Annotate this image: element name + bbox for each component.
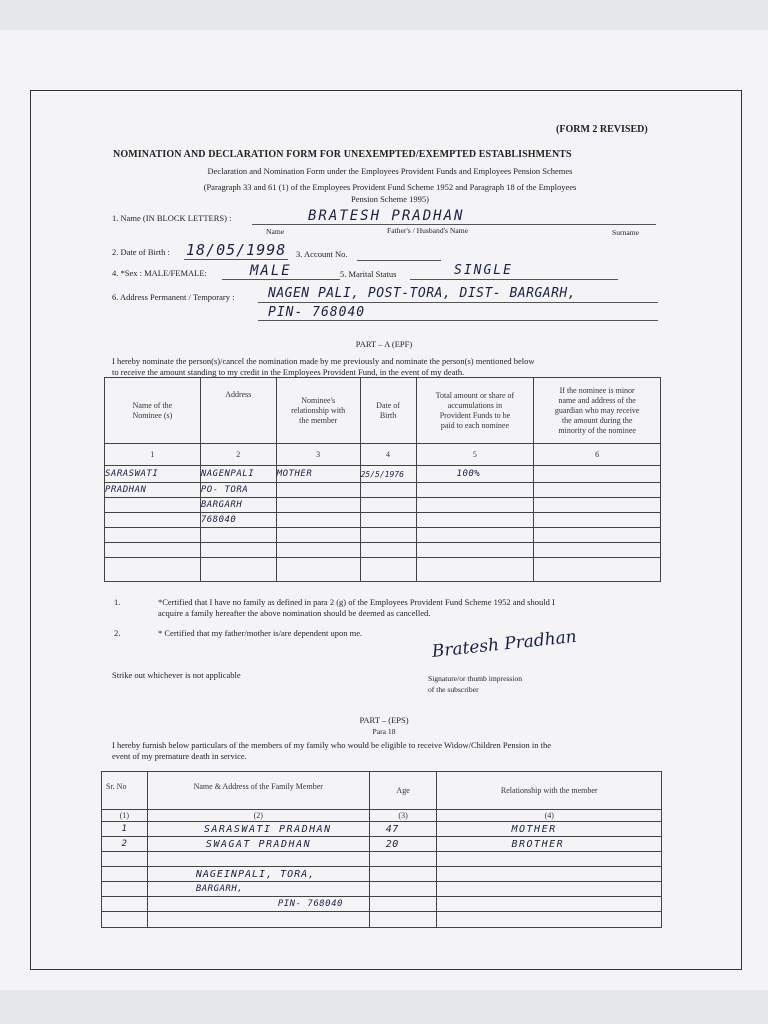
table-row — [105, 498, 661, 513]
family-header-age: Age — [369, 772, 437, 810]
nominee-cell — [534, 498, 661, 513]
nominee-cell — [276, 528, 360, 543]
family-cell: 47 — [369, 822, 437, 837]
sex-label: 4. *Sex : MALE/FEMALE: — [112, 268, 207, 278]
strike-note: Strike out whichever is not applicable — [112, 670, 241, 680]
form-subtitle-3: Pension Scheme 1995) — [351, 194, 429, 204]
nominee-cell — [534, 466, 661, 483]
nominee-cell — [105, 558, 201, 582]
family-cell — [102, 912, 148, 928]
cert-2-text: * Certified that my father/mother is/are dependent upon me. — [158, 628, 363, 638]
family-cell — [369, 882, 437, 897]
form-title: NOMINATION AND DECLARATION FORM FOR UNEXEMPTED/EXEMPTED ESTABLISHMENTS — [113, 149, 572, 160]
family-cell — [369, 912, 437, 928]
name-label: 1. Name (IN BLOCK LETTERS) : — [112, 213, 232, 223]
family-cell — [369, 897, 437, 912]
family-col-number: (2) — [147, 810, 369, 822]
nominee-cell: 768040 — [200, 513, 276, 528]
nominee-cell: PRADHAN — [105, 483, 201, 498]
nominee-header-share: Total amount or share of accumulations in Provident Funds to be paid to each nominee — [416, 378, 534, 444]
dob-value: 18/05/1998 — [186, 241, 287, 259]
nominee-col-number: 6 — [534, 444, 661, 466]
nominee-cell — [276, 513, 360, 528]
address-label: 6. Address Permanent / Temporary : — [112, 292, 235, 302]
surname-sub-label: Surname — [612, 228, 639, 237]
part-a-intro-1: I hereby nominate the person(s)/cancel the nomination made by me previously and nominate the person(s) mentioned below — [112, 356, 535, 366]
nominee-cell — [360, 498, 416, 513]
table-row — [105, 543, 661, 558]
family-col-number: (4) — [437, 810, 662, 822]
part-b-para: Para 18 — [372, 727, 396, 736]
nominee-cell — [105, 498, 201, 513]
nominee-cell: MOTHER — [276, 466, 360, 483]
nominee-header-address: Address — [200, 378, 276, 444]
family-cell — [437, 912, 662, 928]
table-row — [102, 882, 662, 897]
cert-2-number: 2. — [114, 628, 121, 638]
nominee-cell — [105, 513, 201, 528]
nominee-col-number: 5 — [416, 444, 534, 466]
family-col-number: (1) — [102, 810, 148, 822]
document-page — [0, 30, 768, 990]
nominee-cell: PO- TORA — [200, 483, 276, 498]
nominee-header-relationship: Nominee's relationship with the member — [276, 378, 360, 444]
nominee-cell — [276, 498, 360, 513]
nominee-cell — [360, 513, 416, 528]
nominee-cell: 100% — [416, 466, 534, 483]
family-cell: 20 — [369, 837, 437, 852]
nominee-header-dob: Date of Birth — [360, 378, 416, 444]
nominee-cell: BARGARH — [200, 498, 276, 513]
part-a-title: PART – A (EPF) — [355, 339, 413, 349]
family-cell — [437, 867, 662, 882]
nominee-cell — [360, 483, 416, 498]
nominee-col-number: 3 — [276, 444, 360, 466]
table-row — [105, 513, 661, 528]
nominee-cell: SARASWATI — [105, 466, 201, 483]
family-cell: 2 — [102, 837, 148, 852]
family-header-name: Name & Address of the Family Member — [147, 772, 369, 810]
nominee-cell — [360, 543, 416, 558]
nominee-cell — [534, 528, 661, 543]
nominee-cell — [105, 528, 201, 543]
part-b-title: PART – (EPS) — [359, 715, 409, 725]
signature-label-2: of the subscriber — [428, 685, 479, 694]
nominee-cell — [416, 543, 534, 558]
address-value-1: NAGEN PALI, POST-TORA, DIST- BARGARH, — [268, 286, 577, 301]
nominee-cell — [416, 528, 534, 543]
family-cell: 1 — [102, 822, 148, 837]
form-code: (FORM 2 REVISED) — [556, 124, 648, 135]
address-value-2: PIN- 768040 — [268, 305, 366, 320]
family-cell: SWAGAT PRADHAN — [147, 837, 369, 852]
nominee-cell — [105, 543, 201, 558]
cert-1-line-1: *Certified that I have no family as defined in para 2 (g) of the Employees Provident Fund Scheme 1952 and should I — [158, 597, 555, 607]
nominee-col-number: 4 — [360, 444, 416, 466]
nominee-cell — [534, 558, 661, 582]
name-sub-label: Name — [266, 227, 285, 236]
nominee-cell — [416, 513, 534, 528]
nominee-cell — [360, 558, 416, 582]
nominee-header-guardian: If the nominee is minor name and address of the guardian who may receive the amount during the minority of the nominee — [534, 378, 661, 444]
nominee-table — [104, 377, 661, 582]
subscriber-signature: Bratesh Pradhan — [430, 626, 578, 662]
nominee-header-name: Name of the Nominee (s) — [105, 378, 201, 444]
family-header-relationship: Relationship with the member — [437, 772, 662, 810]
part-a-intro-2: to receive the amount standing to my credit in the Employees Provident Fund, in the event of my death. — [112, 367, 465, 377]
account-field — [357, 260, 441, 261]
cert-1-line-2: acquire a family hereafter the above nomination should be deemed as cancelled. — [158, 608, 431, 618]
family-cell — [437, 897, 662, 912]
nominee-cell — [360, 528, 416, 543]
family-cell — [147, 852, 369, 867]
nominee-col-number: 1 — [105, 444, 201, 466]
nominee-cell — [534, 483, 661, 498]
nominee-cell — [416, 483, 534, 498]
name-value: BRATESH PRADHAN — [308, 208, 465, 224]
table-row — [102, 897, 662, 912]
nominee-cell — [416, 498, 534, 513]
father-sub-label: Father's / Husband's Name — [387, 226, 468, 235]
table-row — [102, 867, 662, 882]
family-cell — [437, 882, 662, 897]
family-cell: SARASWATI PRADHAN — [147, 822, 369, 837]
family-cell: BROTHER — [437, 837, 662, 852]
table-row — [105, 558, 661, 582]
dob-label: 2. Date of Birth : — [112, 247, 170, 257]
nominee-cell — [200, 528, 276, 543]
nominee-cell: NAGENPALI — [200, 466, 276, 483]
sex-value: MALE — [250, 263, 292, 279]
family-cell — [102, 852, 148, 867]
form-subtitle-2: (Paragraph 33 and 61 (1) of the Employees Provident Fund Scheme 1952 and Paragraph 18 of the Employees — [203, 182, 577, 192]
table-row — [102, 852, 662, 867]
family-cell — [147, 912, 369, 928]
nominee-cell — [200, 558, 276, 582]
family-cell: MOTHER — [437, 822, 662, 837]
marital-label: 5. Marital Status — [340, 269, 397, 279]
family-cell — [369, 867, 437, 882]
family-table — [101, 771, 662, 928]
table-row — [102, 837, 662, 852]
family-cell — [102, 897, 148, 912]
family-cell: NAGEINPALI, TORA, — [147, 867, 369, 882]
table-row — [102, 822, 662, 837]
nominee-cell — [534, 513, 661, 528]
family-cell — [437, 852, 662, 867]
family-col-number: (3) — [369, 810, 437, 822]
nominee-cell — [276, 543, 360, 558]
table-row — [105, 528, 661, 543]
nominee-cell — [534, 543, 661, 558]
cert-1-number: 1. — [114, 597, 121, 607]
family-cell: PIN- 768040 — [147, 897, 369, 912]
nominee-cell — [200, 543, 276, 558]
nominee-col-number: 2 — [200, 444, 276, 466]
family-cell: BARGARH, — [147, 882, 369, 897]
table-row — [105, 483, 661, 498]
nominee-cell — [276, 483, 360, 498]
marital-value: SINGLE — [454, 263, 513, 278]
signature-label-1: Signature/or thumb impression — [428, 674, 523, 683]
nominee-cell — [276, 558, 360, 582]
family-cell — [102, 867, 148, 882]
part-b-intro-1: I hereby furnish below particulars of the members of my family who would be eligible to receive Widow/Children Pension in the — [112, 740, 552, 750]
account-label: 3. Account No. — [296, 249, 348, 259]
family-header-sr: Sr. No — [102, 772, 148, 810]
family-cell — [102, 882, 148, 897]
nominee-cell: 25/5/1976 — [360, 466, 416, 483]
nominee-cell — [416, 558, 534, 582]
form-subtitle-1: Declaration and Nomination Form under the Employees Provident Funds and Employees Pension Schemes — [207, 166, 573, 176]
table-row — [102, 912, 662, 928]
table-row — [105, 466, 661, 483]
part-b-intro-2: event of my premature death in service. — [112, 751, 247, 761]
family-cell — [369, 852, 437, 867]
